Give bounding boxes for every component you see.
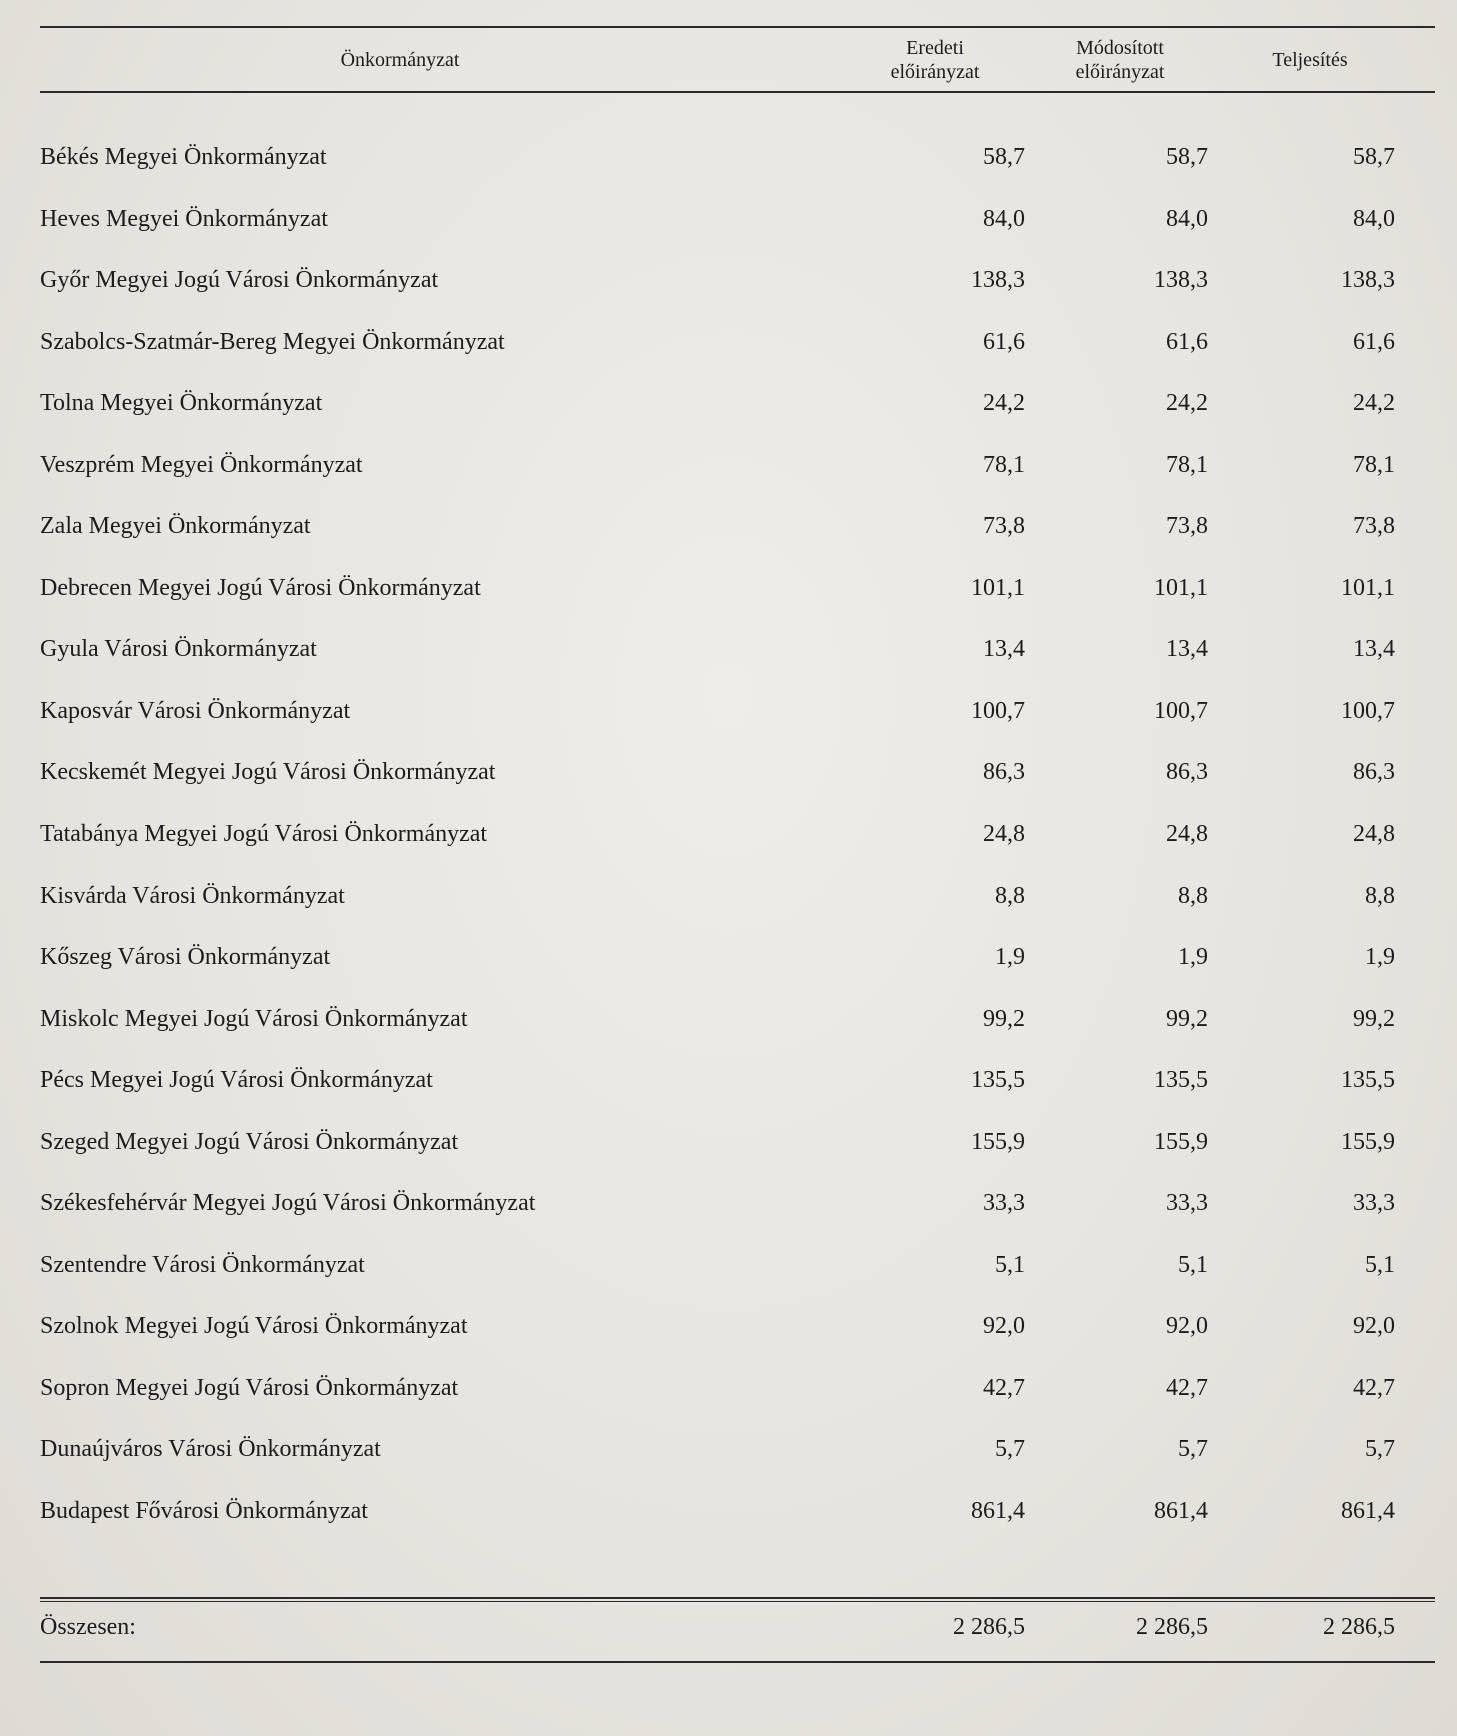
row-name: Zala Megyei Önkormányzat	[40, 513, 311, 540]
table-row	[40, 142, 1435, 204]
header-fulfillment: Teljesítés	[1272, 49, 1348, 71]
table-row	[40, 1065, 1435, 1127]
row-original: 100,7	[971, 697, 1025, 724]
row-modified: 138,3	[1154, 267, 1208, 294]
row-original: 5,7	[995, 1436, 1025, 1463]
table-row	[40, 819, 1435, 881]
table-body	[40, 142, 1435, 1558]
row-modified: 100,7	[1154, 697, 1208, 724]
row-name: Pécs Megyei Jogú Városi Önkormányzat	[40, 1067, 433, 1094]
row-fulfillment: 1,9	[1365, 944, 1395, 971]
row-name: Heves Megyei Önkormányzat	[40, 205, 328, 232]
row-modified: 61,6	[1166, 328, 1208, 355]
table-row	[40, 1250, 1435, 1312]
row-original: 24,8	[983, 821, 1025, 848]
row-name: Sopron Megyei Jogú Városi Önkormányzat	[40, 1374, 459, 1401]
row-fulfillment: 33,3	[1353, 1190, 1395, 1217]
header-modified-appropriation: Módosított előirányzat	[1075, 37, 1165, 83]
row-name: Kisvárda Városi Önkormányzat	[40, 882, 345, 909]
table-header-rule	[40, 91, 1435, 93]
row-fulfillment: 24,8	[1353, 821, 1395, 848]
row-name: Tatabánya Megyei Jogú Városi Önkormányzat	[40, 821, 488, 848]
row-fulfillment: 135,5	[1341, 1067, 1395, 1094]
row-name: Dunaújváros Városi Önkormányzat	[40, 1436, 381, 1463]
table-row	[40, 511, 1435, 573]
table-top-rule	[40, 26, 1435, 28]
row-fulfillment: 58,7	[1353, 144, 1395, 170]
table-row	[40, 696, 1435, 758]
total-label: Összesen:	[40, 1614, 136, 1640]
header-original-appropriation: Eredeti előirányzat	[890, 37, 980, 83]
row-fulfillment: 5,7	[1365, 1436, 1395, 1463]
row-original: 135,5	[971, 1067, 1025, 1094]
row-name: Debrecen Megyei Jogú Városi Önkormányzat	[40, 574, 481, 601]
row-original: 13,4	[983, 636, 1025, 663]
row-modified: 8,8	[1178, 882, 1208, 909]
row-fulfillment: 61,6	[1353, 328, 1395, 355]
table-row	[40, 204, 1435, 266]
row-name: Miskolc Megyei Jogú Városi Önkormányzat	[40, 1005, 468, 1032]
row-modified: 5,1	[1178, 1251, 1208, 1278]
row-modified: 861,4	[1154, 1498, 1208, 1525]
row-modified: 101,1	[1154, 574, 1208, 601]
total-modified: 2 286,5	[1136, 1614, 1208, 1640]
row-name: Budapest Fővárosi Önkormányzat	[40, 1498, 368, 1525]
row-name: Székesfehérvár Megyei Jogú Városi Önkormányzat	[40, 1190, 536, 1217]
row-modified: 73,8	[1166, 513, 1208, 540]
row-fulfillment: 100,7	[1341, 697, 1395, 724]
row-original: 861,4	[971, 1498, 1025, 1525]
row-modified: 155,9	[1154, 1128, 1208, 1155]
row-name: Szabolcs-Szatmár-Bereg Megyei Önkormányzat	[40, 328, 505, 355]
row-name: Békés Megyei Önkormányzat	[40, 144, 327, 170]
table-row	[40, 1496, 1435, 1558]
row-fulfillment: 8,8	[1365, 882, 1395, 909]
row-modified: 58,7	[1166, 144, 1208, 170]
row-modified: 24,2	[1166, 390, 1208, 417]
table-row	[40, 1373, 1435, 1435]
row-name: Gyula Városi Önkormányzat	[40, 636, 317, 663]
row-original: 24,2	[983, 390, 1025, 417]
row-name: Szolnok Megyei Jogú Városi Önkormányzat	[40, 1313, 468, 1340]
total-original: 2 286,5	[953, 1614, 1025, 1640]
row-fulfillment: 78,1	[1353, 451, 1395, 478]
table-row	[40, 388, 1435, 450]
row-original: 84,0	[983, 205, 1025, 232]
row-original: 99,2	[983, 1005, 1025, 1032]
table-row	[40, 942, 1435, 1004]
row-original: 86,3	[983, 759, 1025, 786]
table-row	[40, 757, 1435, 819]
table-row	[40, 450, 1435, 512]
row-name: Veszprém Megyei Önkormányzat	[40, 451, 363, 478]
row-original: 73,8	[983, 513, 1025, 540]
table-row	[40, 265, 1435, 327]
row-original: 138,3	[971, 267, 1025, 294]
row-name: Kecskemét Megyei Jogú Városi Önkormányzat	[40, 759, 496, 786]
row-modified: 86,3	[1166, 759, 1208, 786]
row-original: 78,1	[983, 451, 1025, 478]
table-row	[40, 1127, 1435, 1189]
row-original: 1,9	[995, 944, 1025, 971]
row-original: 8,8	[995, 882, 1025, 909]
row-modified: 135,5	[1154, 1067, 1208, 1094]
total-row	[40, 1612, 1435, 1644]
row-fulfillment: 13,4	[1353, 636, 1395, 663]
row-original: 155,9	[971, 1128, 1025, 1155]
row-modified: 92,0	[1166, 1313, 1208, 1340]
row-fulfillment: 155,9	[1341, 1128, 1395, 1155]
row-fulfillment: 5,1	[1365, 1251, 1395, 1278]
row-fulfillment: 101,1	[1341, 574, 1395, 601]
row-fulfillment: 92,0	[1353, 1313, 1395, 1340]
row-original: 61,6	[983, 328, 1025, 355]
table-header	[40, 32, 1435, 88]
row-original: 101,1	[971, 574, 1025, 601]
row-name: Győr Megyei Jogú Városi Önkormányzat	[40, 267, 439, 294]
row-modified: 5,7	[1178, 1436, 1208, 1463]
row-fulfillment: 73,8	[1353, 513, 1395, 540]
row-fulfillment: 861,4	[1341, 1498, 1395, 1525]
table-row	[40, 1434, 1435, 1496]
row-original: 58,7	[983, 144, 1025, 170]
row-modified: 33,3	[1166, 1190, 1208, 1217]
row-fulfillment: 42,7	[1353, 1374, 1395, 1401]
total-rule-top	[40, 1597, 1435, 1599]
header-name: Önkormányzat	[340, 49, 460, 71]
row-name: Szeged Megyei Jogú Városi Önkormányzat	[40, 1128, 459, 1155]
row-modified: 99,2	[1166, 1005, 1208, 1032]
row-name: Kőszeg Városi Önkormányzat	[40, 944, 331, 971]
row-modified: 24,8	[1166, 821, 1208, 848]
row-original: 33,3	[983, 1190, 1025, 1217]
table-row	[40, 881, 1435, 943]
total-fulfillment: 2 286,5	[1323, 1614, 1395, 1640]
row-fulfillment: 138,3	[1341, 267, 1395, 294]
row-fulfillment: 86,3	[1353, 759, 1395, 786]
table-row	[40, 327, 1435, 389]
table-row	[40, 573, 1435, 635]
table-bottom-rule	[40, 1661, 1435, 1663]
row-original: 5,1	[995, 1251, 1025, 1278]
row-fulfillment: 99,2	[1353, 1005, 1395, 1032]
row-modified: 42,7	[1166, 1374, 1208, 1401]
row-fulfillment: 84,0	[1353, 205, 1395, 232]
row-modified: 1,9	[1178, 944, 1208, 971]
row-modified: 84,0	[1166, 205, 1208, 232]
row-name: Tolna Megyei Önkormányzat	[40, 390, 323, 417]
table-row	[40, 1311, 1435, 1373]
row-name: Kaposvár Városi Önkormányzat	[40, 697, 351, 724]
row-original: 42,7	[983, 1374, 1025, 1401]
row-modified: 78,1	[1166, 451, 1208, 478]
table-row	[40, 1188, 1435, 1250]
row-modified: 13,4	[1166, 636, 1208, 663]
table-row	[40, 634, 1435, 696]
row-name: Szentendre Városi Önkormányzat	[40, 1251, 365, 1278]
row-original: 92,0	[983, 1313, 1025, 1340]
table-row	[40, 1004, 1435, 1066]
row-fulfillment: 24,2	[1353, 390, 1395, 417]
total-rule-bottom	[40, 1601, 1435, 1602]
